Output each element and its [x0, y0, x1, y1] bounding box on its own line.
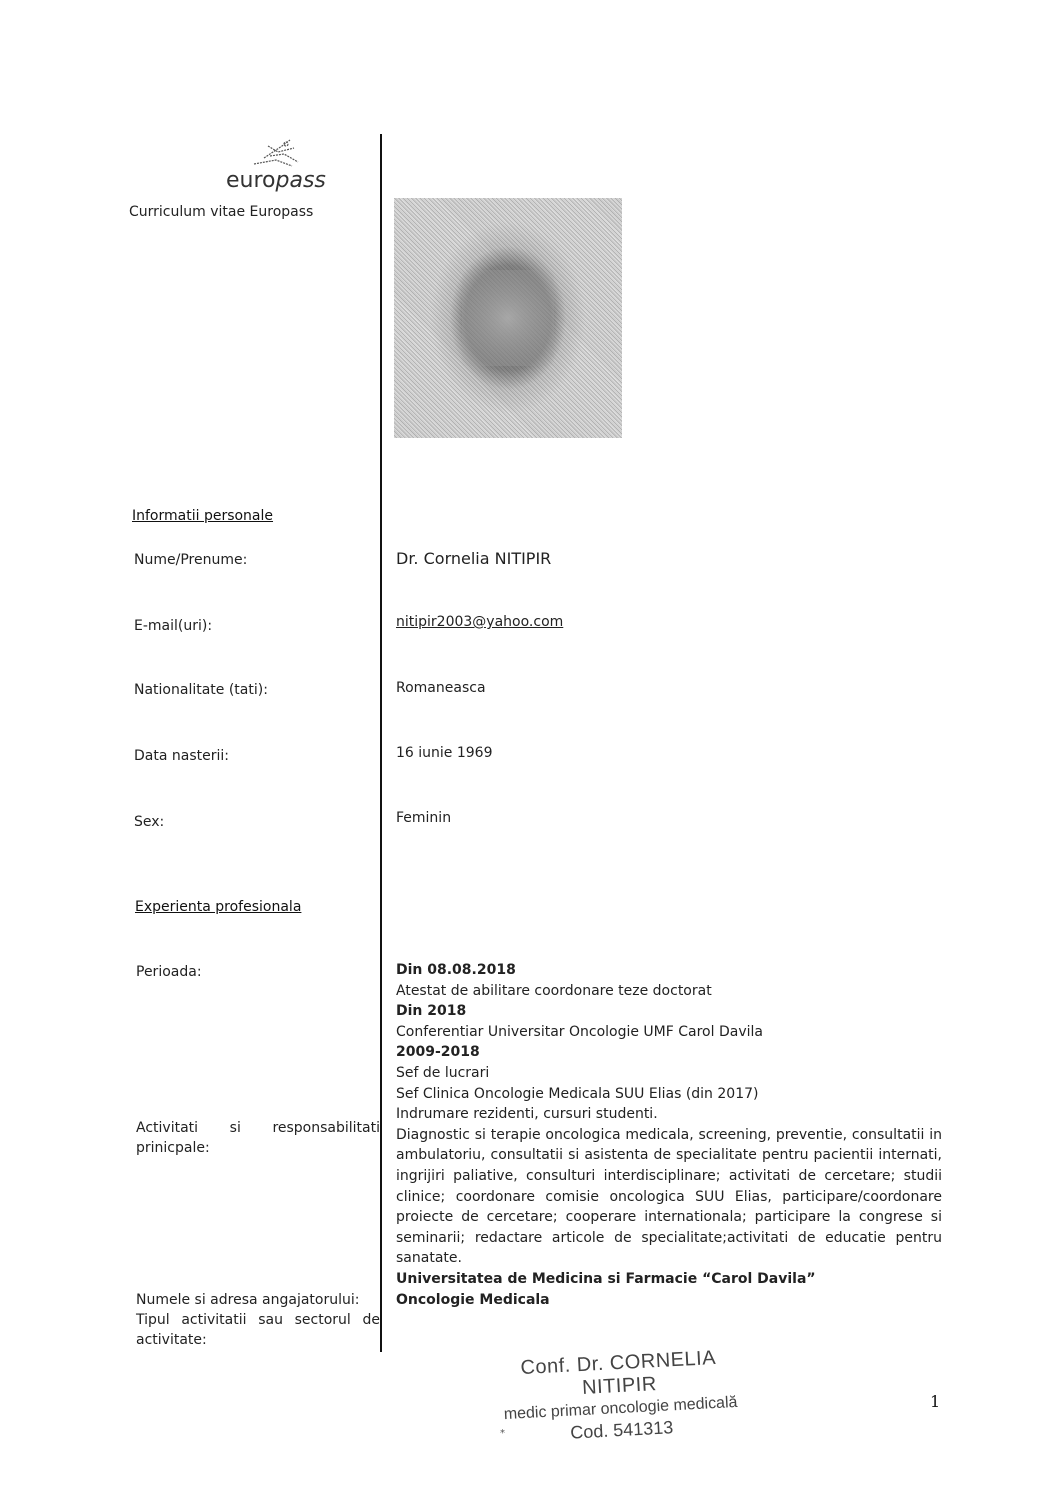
birth-date-label: Data nasterii:: [134, 748, 229, 764]
email-label: E-mail(uri):: [134, 618, 213, 634]
name-label: Nume/Prenume:: [134, 552, 248, 568]
stamp-line-2: medic primar oncologie medicală: [503, 1393, 738, 1424]
activities-label: Activitati si responsabilitati prinicpale:: [136, 1120, 380, 1156]
role-entry: Sef de lucrari: [396, 1064, 490, 1081]
stamp-line-1: Conf. Dr. CORNELIA NITIPIR: [519, 1346, 717, 1399]
experience-details: [396, 960, 942, 1310]
europass-logo-text: europass: [226, 168, 326, 193]
email-link[interactable]: nitipir2003@yahoo.com: [396, 614, 564, 630]
period-label: Perioada:: [136, 964, 202, 980]
head-of-clinic: Sef Clinica Oncologie Medicala SUU Elias (din 2017): [396, 1085, 759, 1102]
period-entry: 2009-2018: [396, 1044, 480, 1061]
sex-label: Sex:: [134, 814, 165, 830]
role-entry: Conferentiar Universitar Oncologie UMF Carol Davila: [396, 1023, 763, 1040]
birth-date-value: 16 iunie 1969: [396, 745, 493, 761]
profile-photo: [394, 198, 622, 438]
teaching-activities: Indrumare rezidenti, cursuri studenti.: [396, 1106, 658, 1123]
section-title-experience: Experienta profesionala: [135, 899, 302, 915]
signature-stamp: [488, 1345, 752, 1447]
role-entry: Atestat de abilitare coordonare teze doctorat: [396, 982, 712, 999]
name-value: Dr. Cornelia NITIPIR: [396, 549, 552, 568]
cv-title: Curriculum vitae Europass: [129, 204, 314, 220]
sector-label: Tipul activitatii sau sectorul de activitate:: [136, 1312, 380, 1348]
employer-value: Universitatea de Medicina si Farmacie “Carol Davila”: [396, 1270, 816, 1287]
page-number: 1: [930, 1392, 941, 1411]
activities-description: Diagnostic si terapie oncologica medicala, screening, preventie, consultatii in ambulatoriu, consultatii si asistenta de specialitate pentru pacientii internati, ingrijiri paliative, consulturi interdisciplinare; activitati de cercetare; studii clinice; coordonare comisie oncologica SUU Elias, participare/coordonare proiecte de cercetare; cooperare internationala; participare la congrese si seminarii; redactare articole de specialitate;activitati de educatie pentru sanatate.: [396, 1126, 942, 1267]
sector-value: Oncologie Medicala: [396, 1291, 550, 1308]
stamp-line-3: Cod. 541313: [569, 1417, 674, 1443]
sex-value: Feminin: [396, 810, 452, 826]
period-entry: Din 08.08.2018: [396, 962, 516, 978]
section-title-personal-info: Informatii personale: [132, 508, 274, 524]
stamp-star-mark: *: [500, 1428, 505, 1439]
nationality-label: Nationalitate (tati):: [134, 682, 268, 698]
column-divider: [380, 134, 382, 1352]
period-entry: Din 2018: [396, 1003, 467, 1020]
nationality-value: Romaneasca: [396, 680, 486, 696]
employer-label: Numele si adresa angajatorului:: [136, 1292, 360, 1308]
